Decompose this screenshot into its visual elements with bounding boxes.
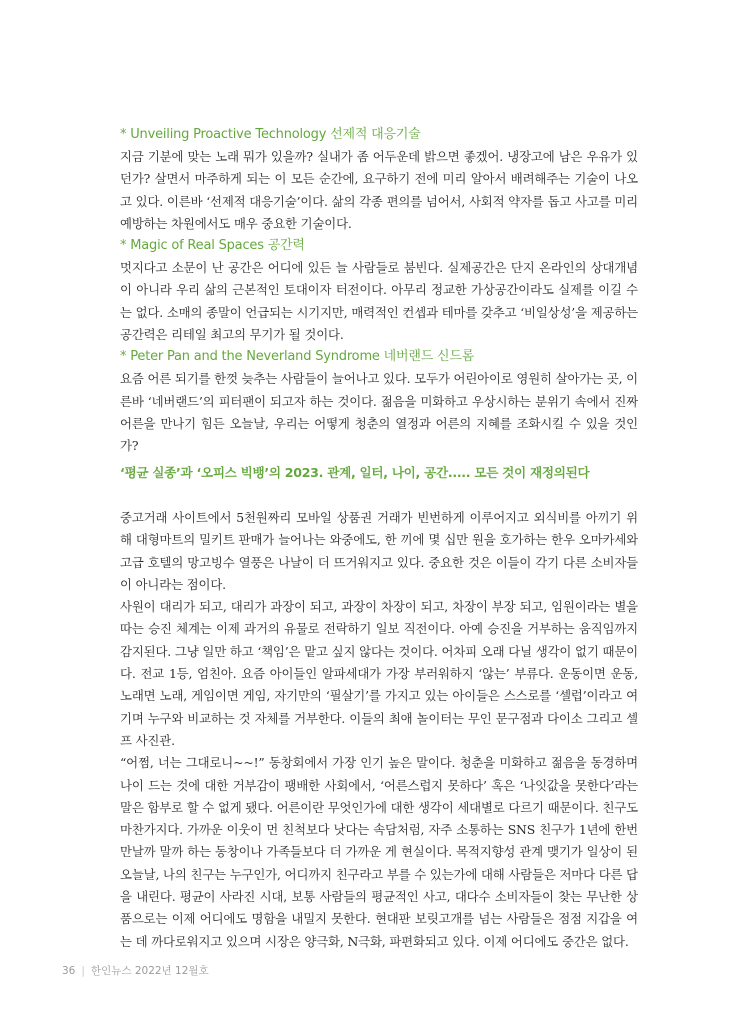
section-title: ‘평균 실종’과 ‘오피스 빅뱅’의 2023. 관계, 일터, 나이, 공간..... 모든 것이 재정의된다 <box>120 465 590 480</box>
article-body <box>120 507 638 953</box>
keyword-heading-proactive-technology: * Unveiling Proactive Technology 선제적 대응기술 <box>120 127 421 142</box>
keyword-body-proactive-technology: 지금 기분에 맞는 노래 뭐가 있을까? 실내가 좀 어두운데 밝으면 좋겠어. 냉장고에 남은 우유가 있던가? 살면서 마주하게 되는 이 모든 순간에, 요구하기 전에 미리 알아서 배려해주는 기술이 나오고 있다. 이른바 ‘선제적 대응기술’이다. 삶의 각종 편의를 넘어서, 사회적 약자를 돕고 사고를 미리 예방하는 차원에서도 매우 중요한 기술이다. <box>120 149 638 231</box>
keyword-body-neverland: 요즘 어른 되기를 한껏 늦추는 사람들이 늘어나고 있다. 모두가 어린아이로 영원히 살아가는 곳, 이른바 ‘네버랜드’의 피터팬이 되고자 하는 것이다. 젊음을 미화하고 우상시하는 분위기 속에서 진짜 어른을 만나기 힘든 오늘날, 우리는 어떻게 청춘의 열정과 어른의 지혜를 조화시킬 수 있을 것인가? <box>120 371 638 454</box>
keyword-body-real-spaces: 멋지다고 소문이 난 공간은 어디에 있든 늘 사람들로 붐빈다. 실제공간은 단지 온라인의 상대개념이 아니라 우리 삶의 근본적인 토대이자 터전이다. 아무리 정교한 가상공간이라도 실제를 이길 수는 없다. 소매의 종말이 언급되는 시기지만, 매력적인 컨셉과 테마를 갖추고 ‘비일상성’을 제공하는 공간력은 리테일 최고의 무기가 될 것이다. <box>120 260 638 343</box>
footer-separator: | <box>81 965 85 977</box>
article-paragraph: 중고거래 사이트에서 5천원짜리 모바일 상품권 거래가 빈번하게 이루어지고 외식비를 아끼기 위해 대형마트의 밀키트 판매가 늘어나는 와중에도, 한 끼에 몇 십만 원을 호가하는 한우 오마카세와 고급 호텔의 망고빙수 열풍은 나날이 더 뜨거워지고 있다. 중요한 것은 이들이 각기 다른 소비자들이 아니라는 점이다. <box>120 510 638 592</box>
publication-name: 한인뉴스 2022년 12월호 <box>90 965 209 977</box>
article-paragraph: 사원이 대리가 되고, 대리가 과장이 되고, 과장이 차장이 되고, 차장이 부장 되고, 임원이라는 별을 따는 승진 체계는 이제 과거의 유물로 전락하기 일보 직전이다. 아예 승진을 거부하는 움직임까지 감지된다. 그냥 일만 하고 ‘책임’은 맡고 싶지 않다는 것이다. 어차피 오래 다닐 생각이 없기 때문이다. 전교 1등, 엄친아. 요즘 아이들인 알파세대가 가장 부러워하지 ‘않는’ 부류다. 운동이면 운동, 노래면 노래, 게임이면 게임, 자기만의 ‘필살기’를 가지고 있는 아이들은 스스로를 ‘셀럽’이라고 여기며 누구와 비교하는 것 자체를 거부한다. 이들의 최애 놀이터는 무인 문구점과 다이소 그리고 셀프 사진관. <box>120 599 638 748</box>
trend-keywords-column <box>120 124 638 458</box>
keyword-heading-real-spaces: * Magic of Real Spaces 공간력 <box>120 238 305 254</box>
article-paragraph: “어쩜, 너는 그대로니~~!” 동창회에서 가장 인기 높은 말이다. 청춘을 미화하고 젊음을 동경하며 나이 드는 것에 대한 거부감이 팽배한 사회에서, ‘어른스럽지 못하다’ 혹은 ‘나잇값을 못한다’라는 말은 함부로 할 수 없게 됐다. 어른이란 무엇인가에 대한 생각이 세대별로 다르기 때문이다. 친구도 마찬가지다. 가까운 이웃이 먼 친척보다 낫다는 속담처럼, 자주 소통하는 SNS 친구가 1년에 한번 만날까 말까 하는 동창이나 가족들보다 더 가까운 게 현실이다. 목적지향성 관계 맺기가 일상이 된 오늘날, 나의 친구는 누구인가, 어디까지 친구라고 부를 수 있는가에 대해 사람들은 저마다 다른 답을 내린다. 평균이 사라진 시대, 보통 사람들의 평균적인 사고, 대다수 소비자들이 찾는 무난한 상품으로는 이제 어디에도 명함을 내밀지 못한다. 현대판 보릿고개를 넘는 사람들은 점점 지갑을 여는 데 까다로워지고 있으며 시장은 양극화, N극화, 파편화되고 있다. 이제 어디에도 중간은 없다. <box>120 755 638 949</box>
keyword-heading-neverland: * Peter Pan and the Neverland Syndrome 네버랜드 신드롬 <box>120 349 475 365</box>
page-number: 36 <box>62 965 76 977</box>
page-footer <box>62 963 209 978</box>
